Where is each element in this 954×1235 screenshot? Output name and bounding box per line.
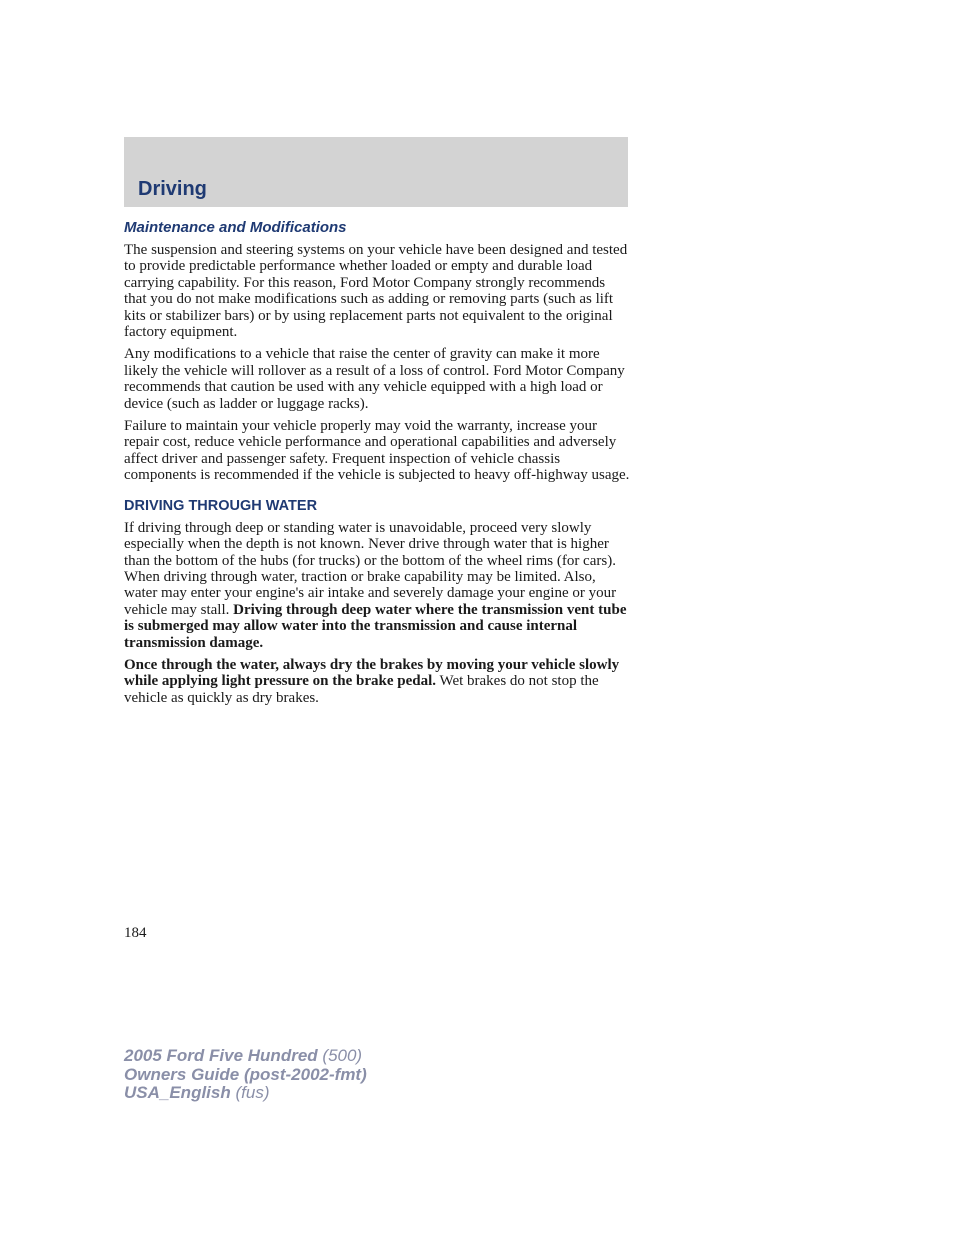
water-paragraph-1-text: If driving through deep or standing water is unavoidable, proceed very slowly especially when the depth is not known. Never drive through water that is higher than the bottom of the hubs (for trucks) or the bottom of the wheel rims (for cars). When driving through water, traction or brake capability may be limited. Also, water may enter your engine's air intake and severely damage your engine or your vehicle may stall.: [124, 519, 617, 618]
main-content: [124, 219, 630, 712]
water-heading: DRIVING THROUGH WATER: [124, 497, 318, 514]
maintenance-paragraph-3: Failure to maintain your vehicle properly may void the warranty, increase your repair cost, reduce vehicle performance and operational capabilities and adversely affect driver and passenger safety. Frequent inspection of vehicle chassis components is recommended if the vehicle is subjected to heavy off-highway usage.: [124, 418, 630, 484]
water-paragraph-1-warning: Driving through deep water where the transmission vent tube is submerged may allow water into the transmission and cause internal transmission damage.: [124, 601, 627, 651]
footer-line-3: [124, 1084, 367, 1103]
water-paragraph-1: [124, 520, 630, 651]
footer-guide: Owners Guide (post-2002-fmt): [124, 1064, 367, 1084]
water-paragraph-2: [124, 657, 630, 706]
maintenance-paragraph-1: The suspension and steering systems on your vehicle have been designed and tested to provide predictable performance whether loaded or empty and durable load carrying capability. For this reason, Ford Motor Company strongly recommends that you do not make modifications such as adding or removing parts (such as lift kits or stabilizer bars) or by using replacement parts not equivalent to the original factory equipment.: [124, 242, 628, 341]
footer-line-1: [124, 1047, 367, 1066]
maintenance-paragraph-2: Any modifications to a vehicle that raise the center of gravity can make it more likely the vehicle will rollover as a result of a loss of control. Ford Motor Company recommends that caution be used with any vehicle equipped with a high load or device (such as ladder or luggage racks).: [124, 346, 625, 412]
maintenance-heading: Maintenance and Modifications: [124, 219, 347, 236]
document-footer: [124, 1047, 367, 1103]
footer-locale: USA_English: [124, 1083, 231, 1102]
section-header-band: [124, 137, 628, 207]
page-number: 184: [124, 925, 147, 941]
section-title: Driving: [138, 178, 207, 200]
footer-model-code: (500): [322, 1046, 363, 1065]
footer-locale-code: (fus): [235, 1083, 270, 1102]
water-paragraph-2-warning: Once through the water, always dry the brakes by moving your vehicle slowly while applying light pressure on the brake pedal.: [124, 656, 620, 690]
water-paragraph-2-text: Wet brakes do not stop the vehicle as quickly as dry brakes.: [124, 673, 599, 706]
footer-line-2: [124, 1066, 367, 1085]
footer-model: 2005 Ford Five Hundred: [124, 1046, 318, 1065]
